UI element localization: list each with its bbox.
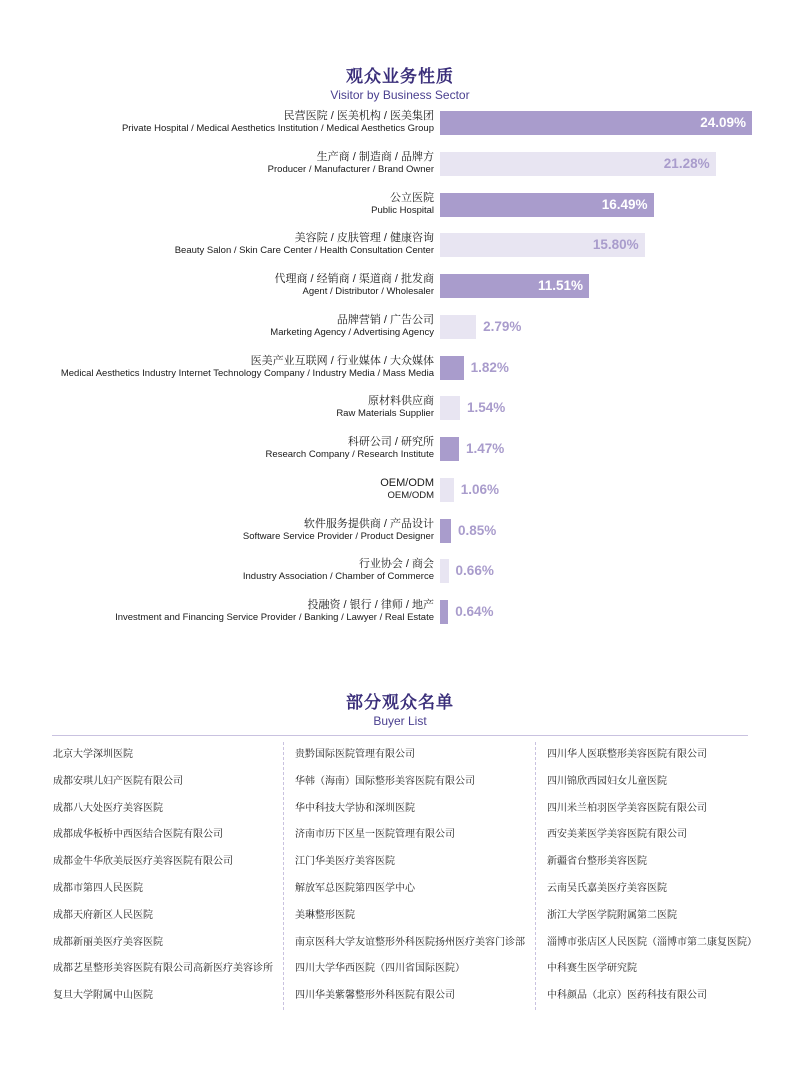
bar bbox=[440, 356, 464, 380]
buyer-list-item: 成都天府新区人民医院 bbox=[53, 909, 153, 921]
category-label bbox=[371, 191, 434, 217]
buyer-list-item: 成都新丽美医疗美容医院 bbox=[53, 936, 163, 948]
buyer-list-item: 中科赛生医学研究院 bbox=[547, 963, 637, 975]
category-label bbox=[336, 394, 434, 420]
category-label bbox=[380, 476, 434, 502]
buyer-column-3 bbox=[547, 745, 757, 1013]
buyer-list-item: 成都八大处医疗美容医院 bbox=[53, 802, 163, 814]
sector-title-zh: 观众业务性质 bbox=[346, 67, 454, 86]
category-label bbox=[175, 231, 434, 257]
value-label: 1.82% bbox=[470, 359, 509, 375]
buyer-list-item: 淄博市张店区人民医院（淄博市第二康复医院） bbox=[547, 936, 757, 948]
category-label-en: OEM/ODM bbox=[387, 489, 434, 501]
category-label-zh: 软件服务提供商 / 产品设计 bbox=[303, 517, 434, 530]
category-label-en: Private Hospital / Medical Aesthetics Institution / Medical Aesthetics Group bbox=[121, 123, 434, 134]
buyer-list-item: 四川华人医联整形美容医院有限公司 bbox=[547, 749, 707, 760]
buyer-list-item: 四川米兰柏羽医学美容医院有限公司 bbox=[547, 802, 707, 814]
category-label-zh: 原材料供应商 bbox=[368, 395, 434, 408]
value-label: 1.54% bbox=[466, 400, 506, 416]
category-label-en: Software Service Provider / Product Designer bbox=[242, 530, 434, 542]
buyer-column-2 bbox=[295, 745, 525, 1013]
buyer-title-en: Buyer List bbox=[373, 714, 427, 728]
buyer-list-item: 成都艺星整形美容医院有限公司高新医疗美容诊所 bbox=[53, 963, 273, 975]
buyer-list-item: 解放军总医院第四医学中心 bbox=[295, 882, 415, 894]
category-label-zh: 民营医院 / 医美机构 / 医美集团 bbox=[283, 110, 434, 122]
buyer-list-item: 浙江大学医学院附属第二医院 bbox=[547, 909, 677, 921]
sector-title-en: Visitor by Business Sector bbox=[330, 88, 470, 102]
bar bbox=[440, 396, 460, 420]
bar bbox=[440, 315, 476, 339]
buyer-list-item: 华中科技大学协和深圳医院 bbox=[295, 802, 415, 814]
category-label bbox=[115, 598, 434, 624]
category-label-en: Industry Association / Chamber of Commerce bbox=[242, 571, 434, 583]
bar bbox=[440, 478, 454, 502]
buyer-list-item: 江门华美医疗美容医院 bbox=[295, 856, 395, 868]
bar bbox=[440, 519, 451, 543]
category-label bbox=[243, 517, 434, 543]
buyer-list-divider bbox=[52, 735, 748, 736]
buyer-list-item: 华韩（海南）国际整形美容医院有限公司 bbox=[295, 775, 475, 787]
value-label: 16.49% bbox=[601, 196, 648, 212]
buyer-list-item: 四川大学华西医院（四川省国际医院） bbox=[295, 963, 465, 975]
sector-title-block bbox=[0, 62, 800, 102]
value-label: 11.51% bbox=[538, 278, 584, 293]
category-label bbox=[274, 272, 434, 298]
buyer-list-item: 四川锦欣西园妇女儿童医院 bbox=[547, 775, 667, 787]
buyer-list-item: 中科颜品（北京）医药科技有限公司 bbox=[547, 990, 707, 1002]
category-label bbox=[268, 150, 434, 176]
value-label: 1.47% bbox=[466, 441, 505, 456]
buyer-list-item: 济南市历下区星一医院管理有限公司 bbox=[295, 829, 455, 841]
buyer-list-item: 四川华美紫馨整形外科医院有限公司 bbox=[295, 990, 455, 1002]
bar bbox=[440, 559, 449, 583]
value-label: 21.28% bbox=[663, 155, 710, 171]
column-separator bbox=[535, 742, 536, 1010]
value-label: 0.64% bbox=[455, 604, 494, 619]
value-label: 1.06% bbox=[460, 481, 499, 497]
category-label-zh: OEM/ODM bbox=[380, 476, 434, 489]
buyer-list-item: 复旦大学附属中山医院 bbox=[53, 990, 153, 1002]
category-label-en: Marketing Agency / Advertising Agency bbox=[270, 326, 434, 338]
value-label: 0.85% bbox=[458, 522, 497, 538]
category-label-zh: 品牌营销 / 广告公司 bbox=[336, 313, 434, 326]
category-label-zh: 公立医院 bbox=[390, 191, 434, 204]
category-label-zh: 生产商 / 制造商 / 品牌方 bbox=[316, 150, 434, 163]
column-separator bbox=[283, 742, 284, 1010]
buyer-list-item: 新疆省台整形美容医院 bbox=[547, 856, 647, 868]
buyer-list-item: 云南吴氏嘉美医疗美容医院 bbox=[547, 882, 667, 894]
category-label bbox=[122, 109, 434, 135]
buyer-list-item: 成都安琪儿妇产医院有限公司 bbox=[53, 775, 183, 787]
buyer-list-item: 南京医科大学友谊整形外科医院扬州医疗美容门诊部 bbox=[295, 936, 525, 948]
bar bbox=[440, 437, 459, 461]
sector-bar-chart bbox=[0, 108, 800, 628]
category-label-en: Raw Materials Supplier bbox=[336, 408, 434, 420]
category-label-zh: 行业协会 / 商会 bbox=[358, 558, 434, 571]
buyer-list-item: 成都成华板桥中西医结合医院有限公司 bbox=[53, 829, 223, 841]
value-label: 15.80% bbox=[592, 237, 639, 253]
category-label bbox=[243, 557, 434, 583]
category-label-en: Agent / Distributor / Wholesaler bbox=[302, 286, 434, 297]
buyer-title-zh: 部分观众名单 bbox=[346, 693, 454, 712]
category-label-en: Medical Aesthetics Industry Internet Technology Company / Industry Media / Mass Media bbox=[60, 367, 434, 379]
buyer-list-item: 成都市第四人民医院 bbox=[53, 882, 143, 894]
category-label-en: Beauty Salon / Skin Care Center / Health Consultation Center bbox=[174, 245, 434, 257]
category-label-en: Producer / Manufacturer / Brand Owner bbox=[267, 163, 434, 175]
buyer-list-item: 西安美莱医学美容医院有限公司 bbox=[547, 829, 687, 841]
category-label-zh: 医美产业互联网 / 行业媒体 / 大众媒体 bbox=[250, 354, 434, 367]
buyer-list-item: 美琳整形医院 bbox=[295, 909, 355, 921]
category-label-en: Research Company / Research Institute bbox=[265, 449, 434, 460]
buyer-column-1 bbox=[53, 745, 273, 1013]
buyer-list-item: 贵黔国际医院管理有限公司 bbox=[295, 749, 415, 760]
category-label-zh: 科研公司 / 研究所 bbox=[347, 436, 434, 448]
category-label-en: Public Hospital bbox=[371, 204, 434, 216]
category-label bbox=[270, 313, 434, 339]
value-label: 0.66% bbox=[455, 563, 494, 579]
buyer-list-item: 北京大学深圳医院 bbox=[53, 749, 133, 760]
category-label-en: Investment and Financing Service Provider / Banking / Lawyer / Real Estate bbox=[115, 612, 434, 623]
value-label: 2.79% bbox=[483, 318, 522, 334]
category-label-zh: 美容院 / 皮肤管理 / 健康咨询 bbox=[294, 232, 434, 245]
category-label-zh: 代理商 / 经销商 / 渠道商 / 批发商 bbox=[274, 273, 434, 285]
bar bbox=[440, 600, 448, 624]
value-label: 24.09% bbox=[700, 115, 746, 130]
category-label-zh: 投融资 / 银行 / 律师 / 地产 bbox=[307, 599, 434, 611]
buyer-list-item: 成都金牛华欣美辰医疗美容医院有限公司 bbox=[53, 856, 233, 868]
category-label bbox=[266, 435, 434, 461]
category-label bbox=[61, 354, 434, 380]
buyer-title-block bbox=[0, 688, 800, 728]
